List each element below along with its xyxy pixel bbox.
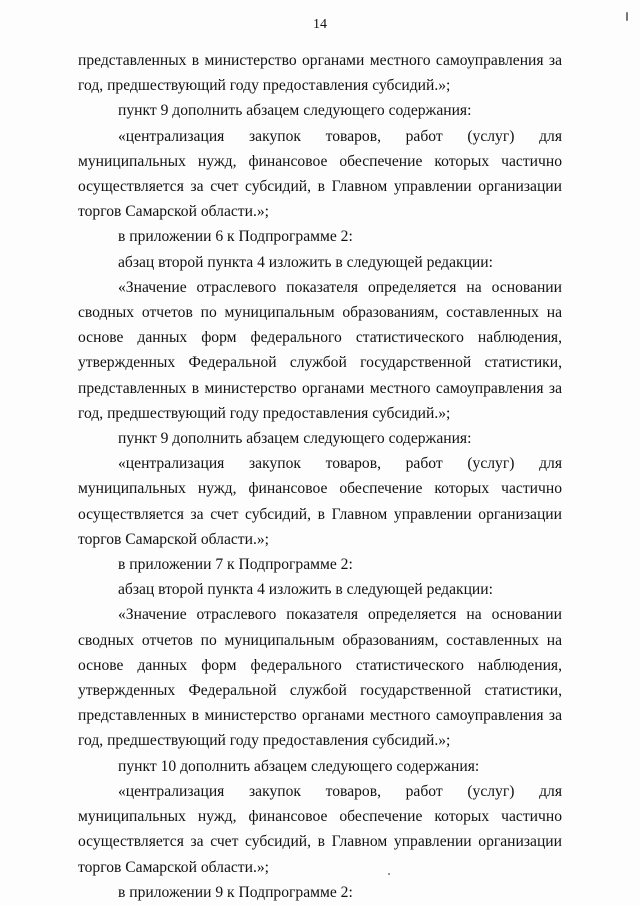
page-number: 14 [313, 17, 327, 32]
paragraph: «централизация закупок товаров, работ (услуг) для муниципальных нужд, финансовое обеспечение которых частично осуществляется за счет субсидий, в Главном управлении организации торгов Самарской области.»; [78, 782, 562, 876]
paragraph: «централизация закупок товаров, работ (услуг) для муниципальных нужд, финансовое обеспечение которых частично осуществляется за счет субсидий, в Главном управлении организации торгов Самарской области.»; [78, 127, 562, 221]
paragraph: пункт 9 дополнить абзацем следующего содержания: [118, 430, 472, 448]
paragraph: абзац второй пункта 4 изложить в следующей редакции: [118, 581, 493, 599]
document-body [78, 48, 562, 905]
paragraph: пункт 10 дополнить абзацем следующего содержания: [118, 757, 480, 775]
paragraph: в приложении 7 к Подпрограмме 2: [118, 556, 353, 574]
paragraph: «Значение отраслевого показателя определяется на основании сводных отчетов по муниципальным образованиям, составленных на основе данных форм федерального статистического наблюдения, утвержденных Федеральной службой государственной статистики, представленных в министерство органами местного самоуправления за год, предшествующий году предоставления субсидий.»; [78, 606, 562, 750]
paragraph: пункт 9 дополнить абзацем следующего содержания: [118, 102, 472, 120]
scan-speck [626, 12, 628, 21]
paragraph: в приложении 9 к Подпрограмме 2: [118, 883, 353, 901]
paragraph: представленных в министерство органами местного самоуправления за год, предшествующий году предоставления субсидий.»; [78, 52, 562, 95]
scan-speck [388, 873, 390, 875]
paragraph: «Значение отраслевого показателя определяется на основании сводных отчетов по муниципальным образованиям, составленных на основе данных форм федерального статистического наблюдения, утвержденных Федеральной службой государственной статистики, представленных в министерство органами местного самоуправления за год, предшествующий году предоставления субсидий.»; [78, 278, 562, 422]
paragraph: в приложении 6 к Подпрограмме 2: [118, 228, 353, 246]
paragraph: «централизация закупок товаров, работ (услуг) для муниципальных нужд, финансовое обеспечение которых частично осуществляется за счет субсидий, в Главном управлении организации торгов Самарской области.»; [78, 455, 562, 548]
paragraph: абзац второй пункта 4 изложить в следующей редакции: [118, 253, 493, 271]
